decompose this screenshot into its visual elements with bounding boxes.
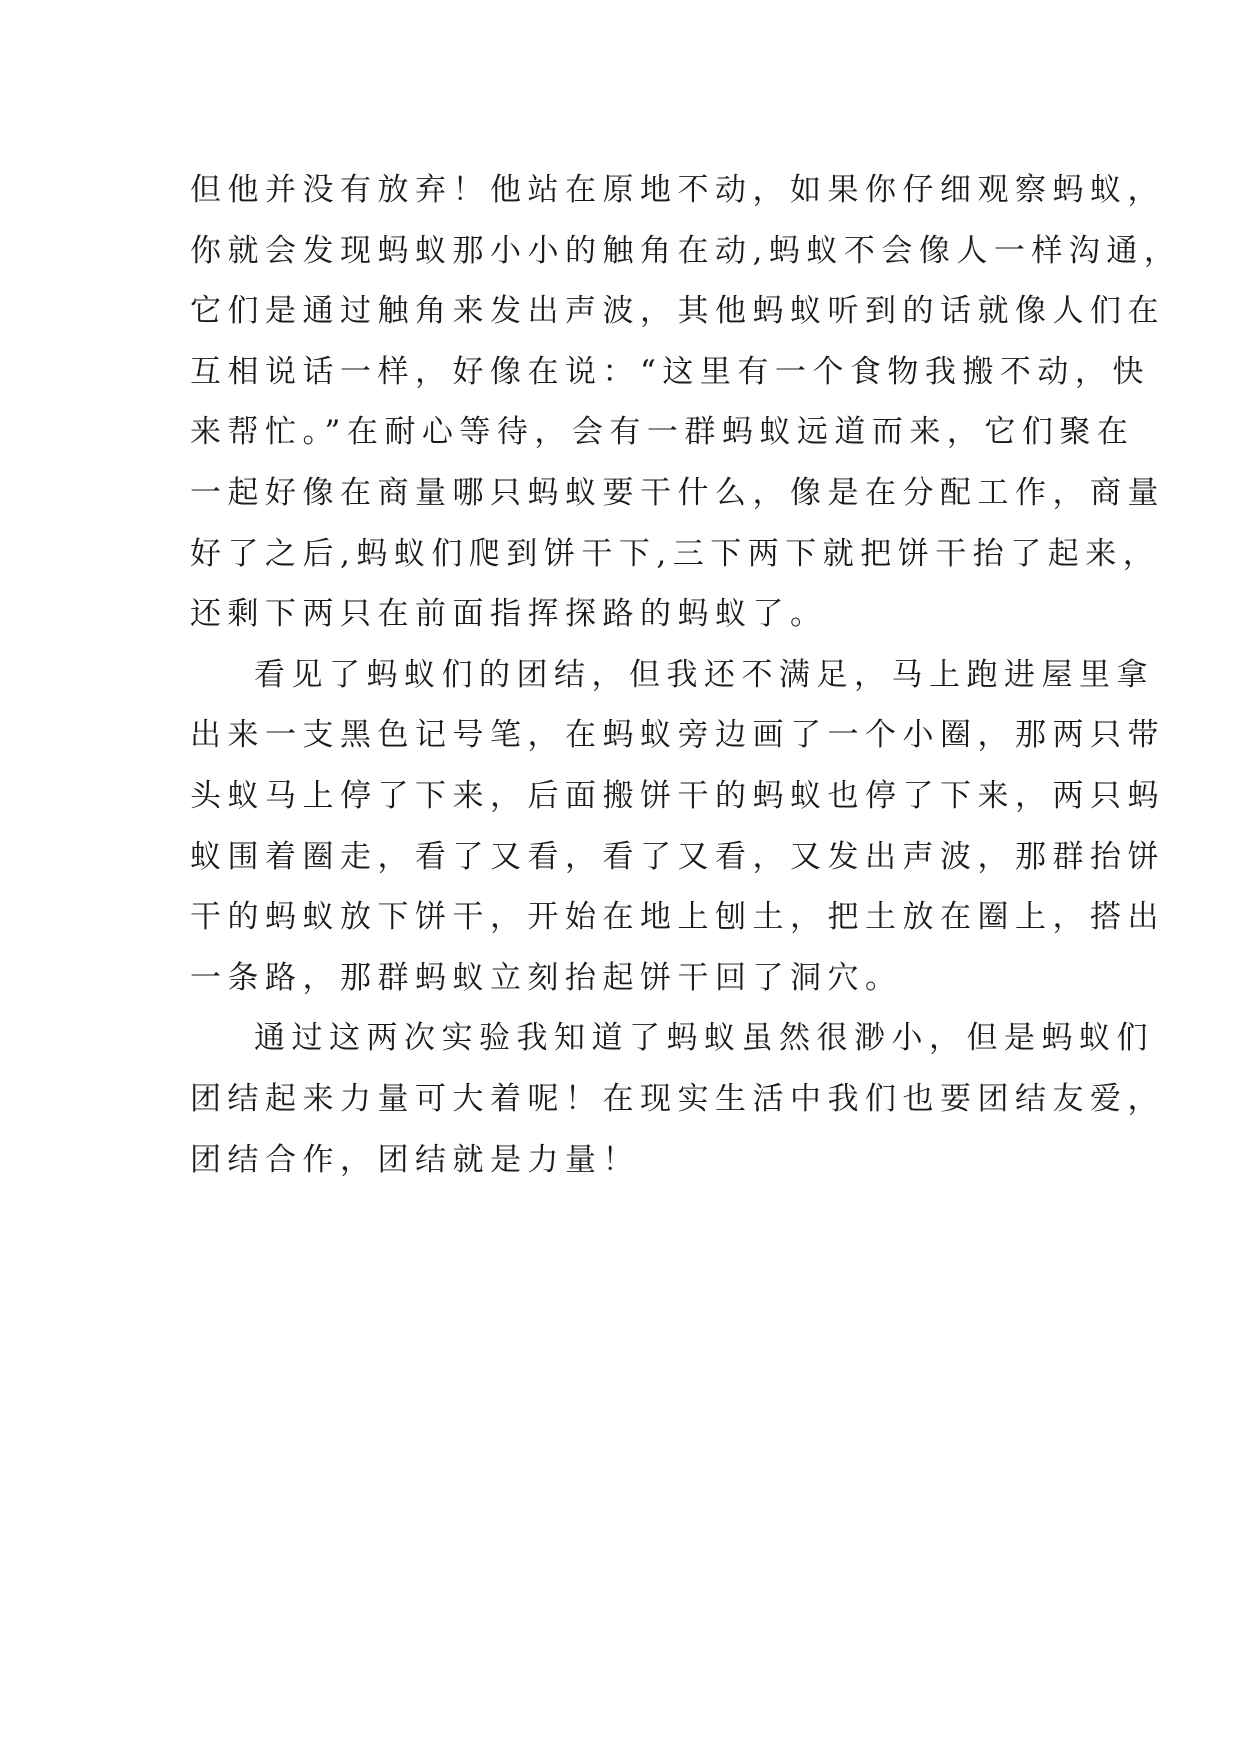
text-line: 但他并没有放弃！他站在原地不动，如果你仔细观察蚂蚁，: [190, 172, 1165, 208]
text-line: 蚁围着圈走，看了又看，看了又看，又发出声波，那群抬饼: [190, 838, 1165, 875]
text-line: 干的蚂蚁放下饼干，开始在地上刨土，把土放在圈上，搭出: [190, 899, 1165, 936]
text-line: 团结合作，团结就是力量！: [190, 1141, 640, 1178]
text-line: 一起好像在商量哪只蚂蚁要干什么，像是在分配工作，商量: [190, 474, 1165, 511]
text-line: 好了之后,蚂蚁们爬到饼干下,三下两下就把饼干抬了起来，: [190, 535, 1161, 572]
paragraph-2: [190, 645, 1165, 1009]
body-text: [190, 160, 1182, 1190]
paragraph-3: [190, 1008, 1165, 1190]
text-line: 来帮忙。”在耐心等待，会有一群蚂蚁远道而来，它们聚在: [190, 414, 1135, 451]
text-line: 看见了蚂蚁们的团结，但我还不满足，马上跑进屋里拿: [254, 656, 1154, 693]
text-line: 头蚁马上停了下来，后面搬饼干的蚂蚁也停了下来，两只蚂: [190, 777, 1165, 814]
text-line: 出来一支黑色记号笔，在蚂蚁旁边画了一个小圈，那两只带: [190, 717, 1165, 754]
text-line: 团结起来力量可大着呢！在现实生活中我们也要团结友爱，: [190, 1080, 1165, 1117]
text-line: 通过这两次实验我知道了蚂蚁虽然很渺小，但是蚂蚁们: [254, 1020, 1154, 1057]
paragraph-1: [190, 160, 1182, 645]
text-line: 还剩下两只在前面指挥探路的蚂蚁了。: [190, 596, 828, 633]
text-line: 互相说话一样，好像在说：“这里有一个食物我搬不动，快: [190, 353, 1150, 390]
text-line: 你就会发现蚂蚁那小小的触角在动,蚂蚁不会像人一样沟通，: [190, 232, 1182, 269]
text-line: 它们是通过触角来发出声波，其他蚂蚁听到的话就像人们在: [190, 293, 1165, 330]
text-line: 一条路，那群蚂蚁立刻抬起饼干回了洞穴。: [190, 959, 903, 996]
